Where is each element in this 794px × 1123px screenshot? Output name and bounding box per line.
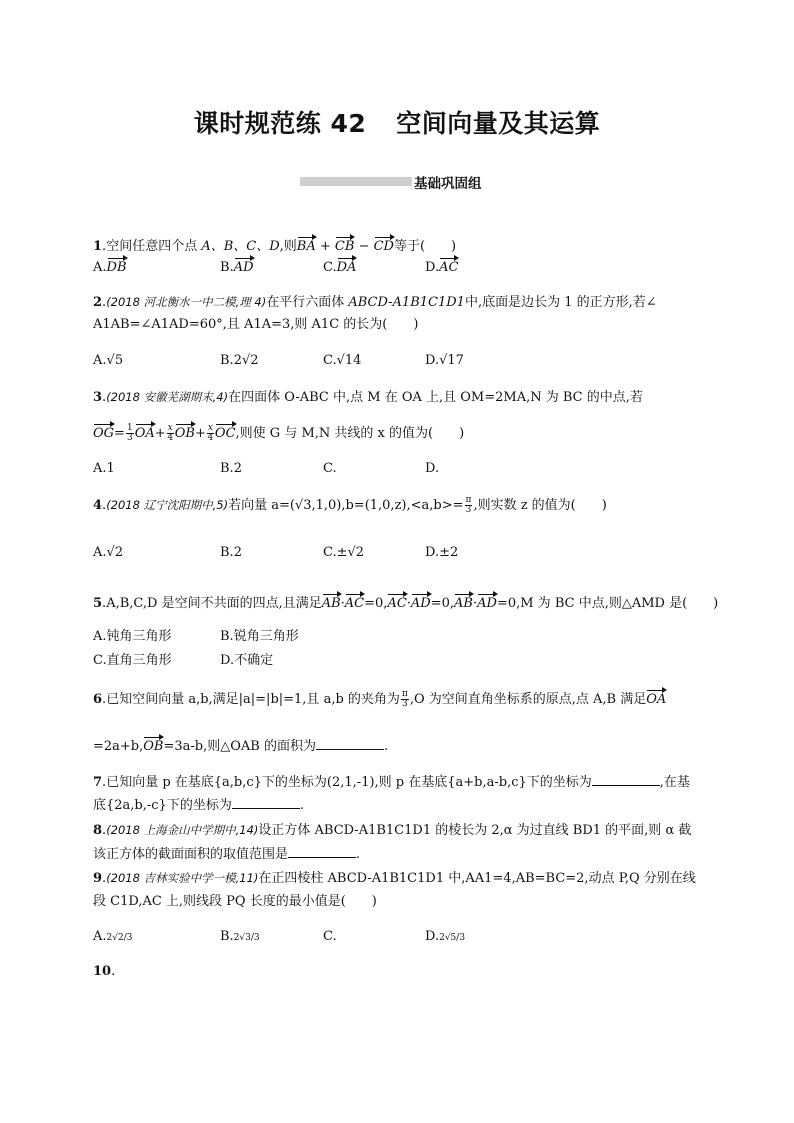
q3-option-c: C. xyxy=(323,461,337,476)
q2-option-d: D.√17 xyxy=(425,353,464,368)
q4-option-a: A.√2 xyxy=(93,545,124,560)
q5-option-d: D.不确定 xyxy=(220,653,274,668)
answer-blank[interactable] xyxy=(232,796,300,809)
q1-option-b: B.AD xyxy=(220,256,254,277)
question-5: 5.A,B,C,D 是空间不共面的四点,且满足AB·AC=0,AC·AD=0,AB·AD=0,M 为 BC 中点,则△AMD 是( ) xyxy=(93,592,718,613)
question-7: 7.已知向量 p 在基底{a,b,c}下的坐标为(2,1,-1),则 p 在基底{a+b,a-b,c}下的坐标为 ,在基 xyxy=(93,775,690,790)
question-6-line-2: =2a+b,OB=3a-b,则△OAB 的面积为 . xyxy=(93,735,388,756)
page-title: 课时规范练 42 空间向量及其运算 xyxy=(193,109,601,138)
question-2: 2.(2018 河北衡水一中二模,理 4)在平行六面体 ABCD-A1B1C1D1中,底面是边长为 1 的正方形,若∠ xyxy=(93,295,657,310)
q1-option-d: D.AC xyxy=(425,256,458,277)
answer-blank[interactable] xyxy=(316,737,384,750)
q5-option-a: A.钝角三角形 xyxy=(93,629,172,644)
section-bar xyxy=(300,177,412,186)
q2-option-a: A.√5 xyxy=(93,353,124,368)
q4-option-b: B.2 xyxy=(220,545,242,560)
question-3-line-2: OG= $\frac{1}{3}$ OA+ $\frac{x}{4}$ OB+ $\frac{x}{4}$ OC,则使 G 与 M,N 共线的 x 的值为( ) xyxy=(93,423,465,443)
q9-option-a: A.2√2/3 xyxy=(93,929,133,944)
q9-option-c: C. xyxy=(323,929,337,944)
question-8: 8.(2018 上海金山中学期中,14)设正方体 ABCD-A1B1C1D1 的棱长为 2,α 为过直线 BD1 的平面,则 α 截 xyxy=(93,823,692,838)
answer-blank[interactable] xyxy=(592,773,660,786)
question-4: 4.(2018 辽宁沈阳期中,5)若向量 a=(√3,1,0),b=(1,0,z),<a,b>= $\frac{\pi}{3}$ ,则实数 z 的值为( ) xyxy=(93,495,607,515)
q9-option-b: B.2√3/3 xyxy=(220,929,260,944)
q2-option-b: B.2√2 xyxy=(220,353,259,368)
q3-option-d: D. xyxy=(425,461,440,476)
q2-option-c: C.√14 xyxy=(323,353,362,368)
q5-option-c: C.直角三角形 xyxy=(93,653,172,668)
q3-option-a: A.1 xyxy=(93,461,115,476)
section-label: 基础巩固组 xyxy=(414,176,482,192)
q5-option-b: B.锐角三角形 xyxy=(220,629,299,644)
q1-option-c: C.DA xyxy=(323,256,356,277)
question-1: 1.空间任意四个点 A、B、C、D,则BA + CB − CD等于( ) xyxy=(93,235,456,256)
question-2-line-2: A1AB=∠A1AD=60°,且 A1A=3,则 A1C 的长为( ) xyxy=(93,317,419,332)
q3-option-b: B.2 xyxy=(220,461,242,476)
question-10: 10. xyxy=(93,964,116,979)
question-9-line-2: 段 C1D,AC 上,则线段 PQ 长度的最小值是( ) xyxy=(93,894,377,909)
q4-option-c: C.±√2 xyxy=(323,545,365,560)
q9-option-d: D.2√5/3 xyxy=(425,929,466,944)
question-6: 6.已知空间向量 a,b,满足|a|=|b|=1,且 a,b 的夹角为 $\frac{\pi}{3}$ ,O 为空间直角坐标系的原点,点 A,B 满足OA xyxy=(93,689,667,709)
q4-option-d: D.±2 xyxy=(425,545,459,560)
question-8-line-2: 该正方体的截面面积的取值范围是 . xyxy=(93,847,361,862)
question-7-line-2: 底{2a,b,-c}下的坐标为 . xyxy=(93,798,304,813)
question-9: 9.(2018 吉林实验中学一模,11)在正四棱柱 ABCD-A1B1C1D1 中,AA1=4,AB=BC=2,动点 P,Q 分别在线 xyxy=(93,871,696,886)
question-3: 3.(2018 安徽芜湖期末,4)在四面体 O-ABC 中,点 M 在 OA 上,且 OM=2MA,N 为 BC 的中点,若 xyxy=(93,390,643,405)
q1-option-a: A.DB xyxy=(93,256,127,277)
answer-blank[interactable] xyxy=(288,845,356,858)
